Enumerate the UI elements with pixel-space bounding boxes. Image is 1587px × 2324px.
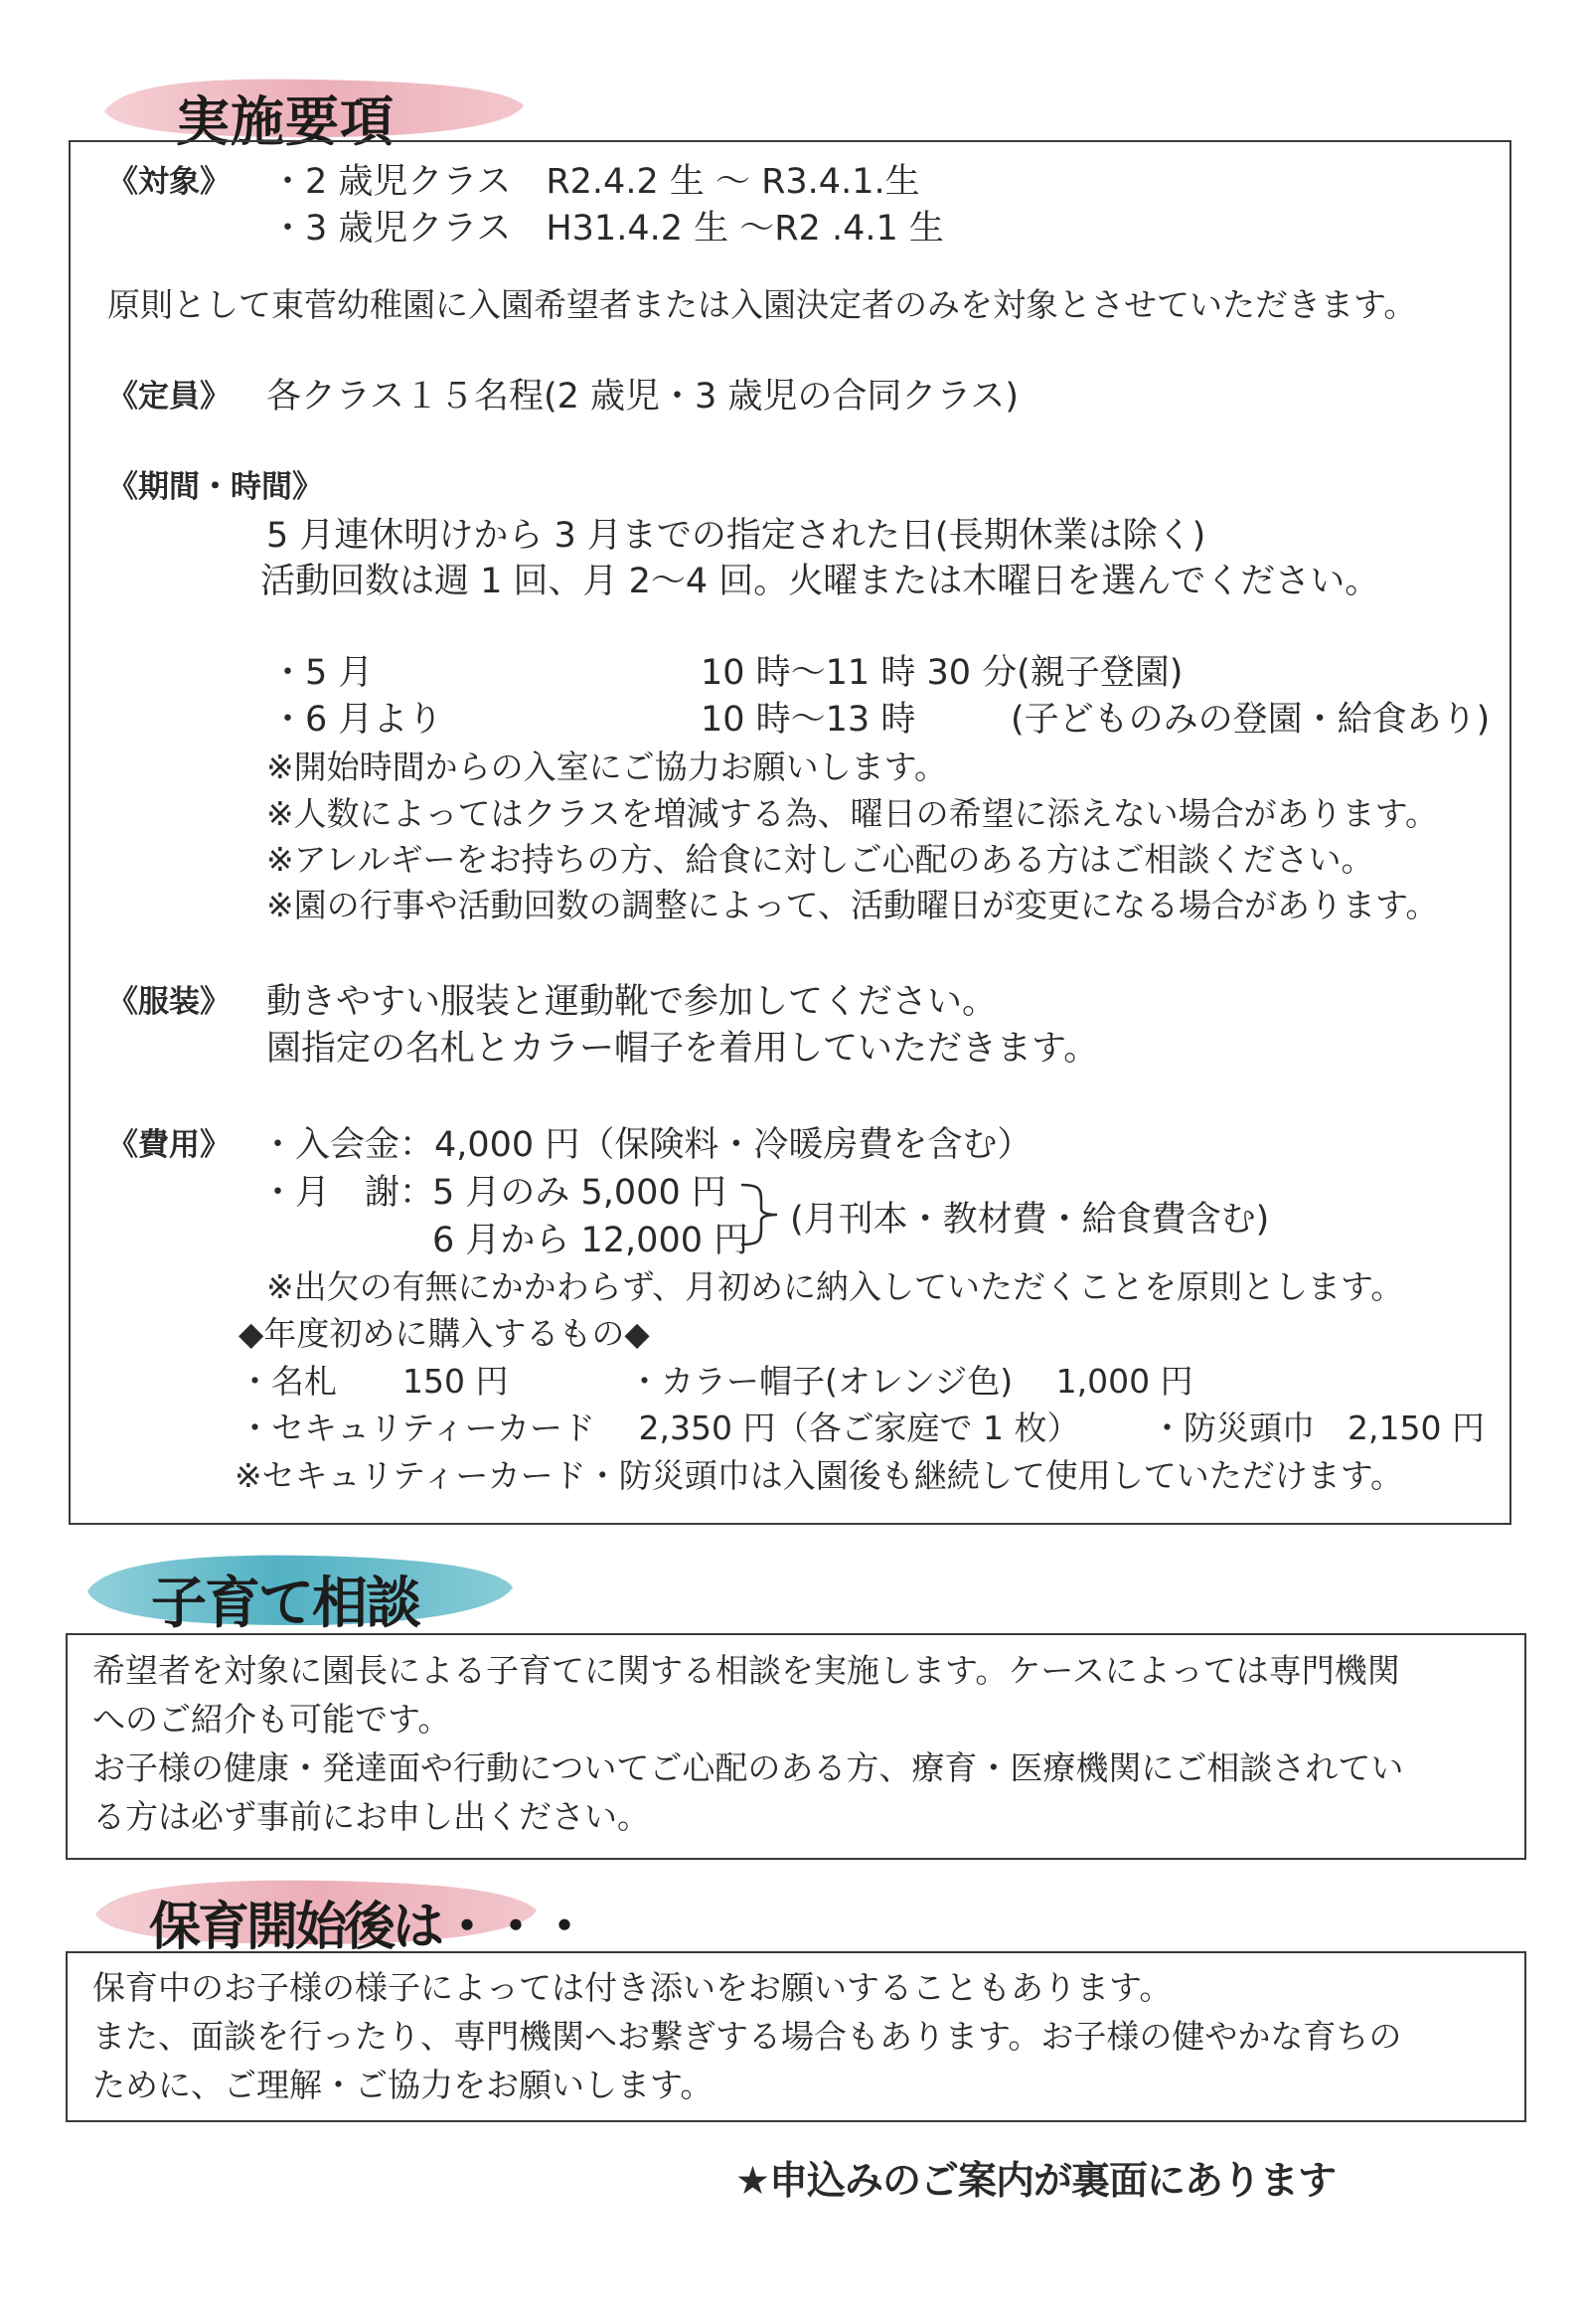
- after-start-heading-text: 保育開始後は・・・: [149, 1898, 588, 1957]
- capacity-text: 各クラス１５名程(2 歳児・3 歳児の合同クラス): [266, 377, 1019, 416]
- attendance-note: ※出欠の有無にかかわらず、月初めに納入していただくことを原則とします。: [266, 1267, 1404, 1306]
- fees-label: 《費用》: [107, 1127, 231, 1163]
- monthly-fee-label: ・月 謝：: [260, 1173, 435, 1213]
- consultation-line-2: へのご紹介も可能です。: [92, 1700, 451, 1739]
- period-label: 《期間・時間》: [107, 469, 323, 505]
- clothing-label: 《服装》: [107, 984, 231, 1020]
- period-line1: 5 月連休明けから 3 月までの指定された日(長期休業は除く): [266, 516, 1206, 556]
- hood-price: ・防災頭巾 2,150 円: [1151, 1409, 1485, 1447]
- after-start-heading: [87, 1871, 588, 1957]
- june-label: ・6 月より: [270, 700, 443, 740]
- class3-range: ・3 歳児クラス H31.4.2 生 ～R2 .4.1 生: [270, 209, 944, 249]
- monthly-fee-may: 5 月のみ 5,000 円: [432, 1173, 726, 1213]
- may-label: ・5 月: [270, 653, 374, 693]
- curly-brace: [737, 1183, 783, 1246]
- consultation-text: [92, 1646, 1513, 1841]
- target-note: 原則として東菅幼稚園に入園希望者または入園決定者のみを対象とさせていただきます。: [107, 285, 1417, 324]
- june-time: 10 時～13 時: [701, 700, 916, 740]
- after-start-line-1: 保育中のお子様の様子によっては付き添いをお願いすることもあります。: [92, 1968, 1173, 2007]
- monthly-fee-june: 6 月から 12,000 円: [432, 1221, 749, 1260]
- after-start-line-3: ために、ご理解・ご協力をお願いします。: [92, 2066, 714, 2104]
- period-note-4: ※園の行事や活動回数の調整によって、活動曜日が変更になる場合があります。: [266, 886, 1439, 924]
- capacity-label: 《定員》: [107, 379, 231, 415]
- after-start-text: [92, 1963, 1513, 2109]
- guidelines-heading-text: 実施要項: [176, 90, 395, 153]
- clothing-line1: 動きやすい服装と運動靴で参加してください。: [266, 982, 998, 1022]
- cap-price: ・カラー帽子(オレンジ色) 1,000 円: [628, 1362, 1193, 1401]
- monthly-fee-includes: (月刊本・教材費・給食費含む): [790, 1200, 1270, 1240]
- period-note-2: ※人数によってはクラスを増減する為、曜日の希望に添えない場合があります。: [266, 794, 1439, 833]
- reuse-note: ※セキュリティーカード・防災頭巾は入園後も継続して使用していただけます。: [235, 1456, 1404, 1495]
- guidelines-heading: [94, 68, 532, 153]
- class2-range: ・2 歳児クラス R2.4.2 生 ～ R3.4.1.生: [270, 162, 920, 202]
- purchase-header: ◆年度初めに購入するもの◆: [238, 1314, 650, 1353]
- june-note: (子どものみの登園・給食あり): [1011, 700, 1491, 740]
- consultation-line-4: る方は必ず事前にお申し出ください。: [92, 1797, 650, 1836]
- entry-fee: ・入会金：4,000 円（保険料・冷暖房費を含む）: [260, 1125, 1032, 1165]
- period-note-3: ※アレルギーをお持ちの方、給食に対しご心配のある方はご相談ください。: [266, 840, 1374, 879]
- back-page-notice: ★申込みのご案内が裏面にあります: [735, 2159, 1336, 2204]
- consultation-heading-text: 子育て相談: [151, 1572, 419, 1636]
- consultation-line-1: 希望者を対象に園長による子育てに関する相談を実施します。ケースによっては専門機関: [92, 1651, 1400, 1690]
- clothing-line2: 園指定の名札とカラー帽子を着用していただきます。: [266, 1029, 1099, 1069]
- consultation-line-3: お子様の健康・発達面や行動についてご心配のある方、療育・医療機関にご相談されてい: [92, 1748, 1404, 1787]
- period-line2: 活動回数は週 1 回、月 2～4 回。火曜または木曜日を選んでください。: [260, 562, 1380, 601]
- may-time: 10 時～11 時 30 分(親子登園): [701, 653, 1184, 693]
- security-card-price: ・セキュリティーカード 2,350 円（各ご家庭で 1 枚）: [238, 1409, 1080, 1447]
- target-label: 《対象》: [107, 164, 231, 200]
- after-start-line-2: また、面談を行ったり、専門機関へお繋ぎする場合もあります。お子様の健やかな育ちの: [92, 2017, 1402, 2056]
- period-note-1: ※開始時間からの入室にご協力お願いします。: [266, 747, 948, 786]
- consultation-heading: [81, 1546, 519, 1636]
- name-tag-price: ・名札 150 円: [238, 1362, 509, 1401]
